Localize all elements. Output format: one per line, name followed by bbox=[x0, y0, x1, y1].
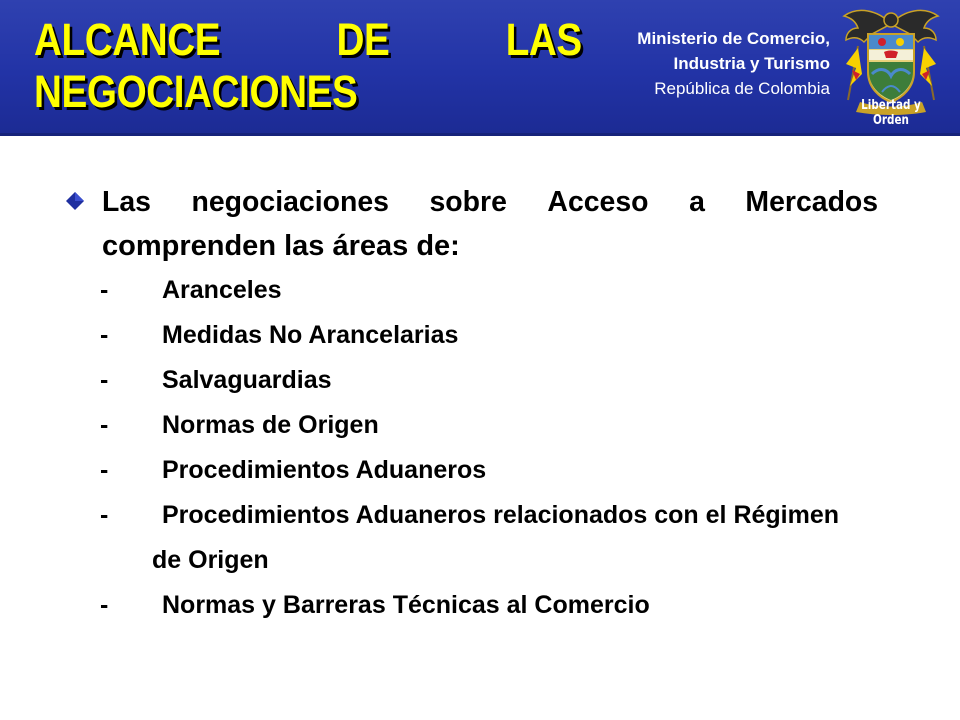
title-word: DE bbox=[336, 14, 390, 65]
slide-title bbox=[34, 14, 582, 118]
title-word: ALCANCE bbox=[34, 14, 221, 65]
list-item-text: Procedimientos Aduaneros bbox=[162, 456, 487, 484]
lead-word: a bbox=[689, 186, 705, 218]
dash-marker: - bbox=[100, 321, 109, 349]
lead-word: negociaciones bbox=[191, 186, 389, 218]
title-line-2: NEGOCIACIONES bbox=[34, 66, 358, 117]
lead-paragraph bbox=[102, 180, 894, 268]
dash-marker: - bbox=[100, 591, 109, 619]
blue-diamond-bullet-icon bbox=[66, 192, 84, 210]
ministry-name bbox=[637, 26, 830, 101]
lead-word: Las bbox=[102, 186, 151, 218]
ministry-line-1: Ministerio de Comercio, bbox=[637, 29, 830, 48]
lead-word: Acceso bbox=[547, 186, 649, 218]
lead-word: Mercados bbox=[745, 186, 879, 218]
list-item-text: Normas de Origen bbox=[162, 411, 379, 439]
lead-line-2: comprenden las áreas de: bbox=[102, 230, 460, 262]
list-item-text: Salvaguardias bbox=[162, 366, 332, 394]
coat-of-arms bbox=[838, 4, 944, 130]
ministry-line-3: República de Colombia bbox=[654, 79, 830, 98]
list-item-text: Procedimientos Aduaneros relacionados con el Régimen bbox=[162, 501, 840, 529]
dash-marker: - bbox=[100, 501, 109, 529]
ministry-line-2: Industria y Turismo bbox=[673, 54, 830, 73]
title-word: LAS bbox=[505, 14, 582, 65]
dash-marker: - bbox=[100, 366, 109, 394]
list-item-text: Aranceles bbox=[162, 276, 282, 304]
header-banner bbox=[0, 0, 960, 136]
lead-word: sobre bbox=[429, 186, 507, 218]
dash-marker: - bbox=[100, 411, 109, 439]
motto-text: Libertad y Orden bbox=[861, 98, 921, 128]
dash-marker: - bbox=[100, 276, 109, 304]
list-item-text: de Origen bbox=[152, 546, 269, 574]
list-item-text: Normas y Barreras Técnicas al Comercio bbox=[162, 591, 650, 619]
list-item-text: Medidas No Arancelarias bbox=[162, 321, 459, 349]
dash-marker: - bbox=[100, 456, 109, 484]
